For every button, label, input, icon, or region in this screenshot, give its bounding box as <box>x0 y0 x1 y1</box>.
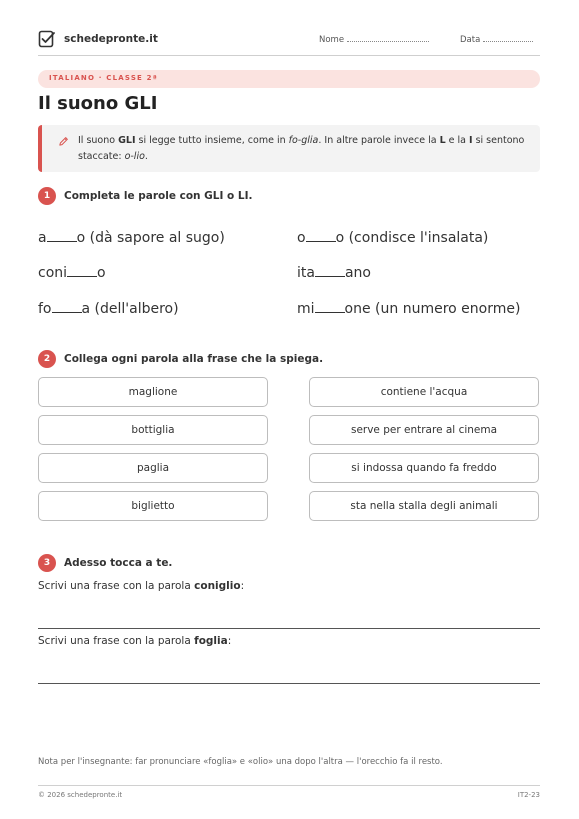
date-field[interactable] <box>460 34 533 45</box>
match-definition-box[interactable]: sta nella stalla degli animali <box>309 491 539 521</box>
fill-word-3: coni o <box>38 265 106 281</box>
date-label: Data <box>460 35 481 45</box>
rule-note <box>38 125 540 172</box>
fill-word-5: fo a (dell'albero) <box>38 301 179 317</box>
date-line <box>483 34 533 42</box>
match-definition-box[interactable]: contiene l'acqua <box>309 377 539 407</box>
blank-field[interactable] <box>306 230 336 242</box>
pencil-icon <box>58 136 69 147</box>
write-prompt-1: Scrivi una frase con la parola coniglio: <box>38 580 245 592</box>
blank-field[interactable] <box>315 301 345 313</box>
name-field[interactable] <box>319 34 429 45</box>
answer-line-2[interactable] <box>38 683 540 684</box>
subject-label: ITALIANO · CLASSE 2ª <box>49 74 158 82</box>
name-line <box>347 34 429 42</box>
section-number-badge: 3 <box>38 554 56 572</box>
footer-divider <box>38 785 540 786</box>
match-word-box[interactable]: maglione <box>38 377 268 407</box>
match-definition-box[interactable]: serve per entrare al cinema <box>309 415 539 445</box>
checkbox-document-icon <box>38 30 56 48</box>
section-number-badge: 1 <box>38 187 56 205</box>
section-title: Adesso tocca a te. <box>64 557 173 569</box>
blank-field[interactable] <box>52 301 82 313</box>
page-title: Il suono GLI <box>38 93 158 114</box>
match-definition-box[interactable]: si indossa quando fa freddo <box>309 453 539 483</box>
answer-line-1[interactable] <box>38 628 540 629</box>
subject-band <box>38 70 540 88</box>
match-word-box[interactable]: bottiglia <box>38 415 268 445</box>
fill-word-2: o o (condisce l'insalata) <box>297 230 489 246</box>
note-text: Il suono GLI si legge tutto insieme, come in fo-glia. In altre parole invece la L e la I si sentono staccate: o-lio. <box>78 135 525 162</box>
section-number-badge: 2 <box>38 350 56 368</box>
footer-copyright: © 2026 schedepronte.it <box>38 791 123 799</box>
section-title: Collega ogni parola alla frase che la spiega. <box>64 353 324 365</box>
brand-name: schedepronte.it <box>64 33 158 45</box>
name-label: Nome <box>319 35 345 45</box>
teacher-note: Nota per l'insegnante: far pronunciare «foglia» e «olio» una dopo l'altra — l'orecchio fa il resto. <box>38 757 443 767</box>
section-title: Completa le parole con GLI o LI. <box>64 190 253 202</box>
blank-field[interactable] <box>67 265 97 277</box>
page-header <box>38 28 540 56</box>
blank-field[interactable] <box>315 265 345 277</box>
write-prompt-2: Scrivi una frase con la parola foglia: <box>38 635 232 647</box>
fill-word-4: ita ano <box>297 265 371 281</box>
fill-word-6: mi one (un numero enorme) <box>297 301 521 317</box>
match-word-box[interactable]: biglietto <box>38 491 268 521</box>
footer-code: IT2-23 <box>517 791 540 799</box>
match-word-box[interactable]: paglia <box>38 453 268 483</box>
fill-word-1: a o (dà sapore al sugo) <box>38 230 225 246</box>
blank-field[interactable] <box>47 230 77 242</box>
